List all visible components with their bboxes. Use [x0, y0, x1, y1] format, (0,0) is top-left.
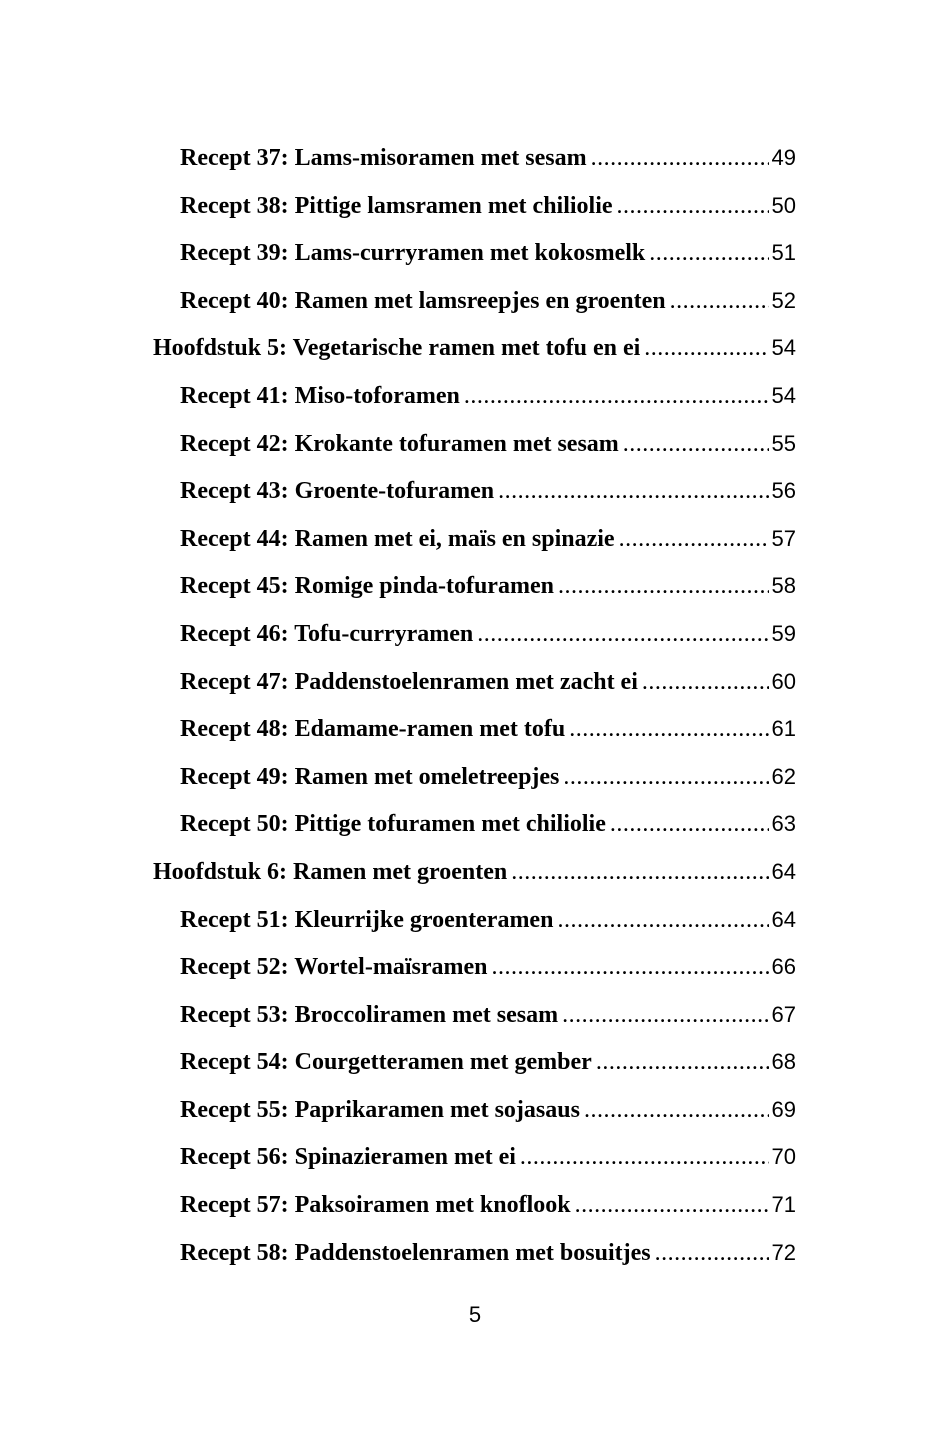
toc-entry-title: Recept 56: Spinazieramen met ei [180, 1144, 516, 1171]
toc-recipe-entry[interactable] [0, 383, 950, 431]
toc-entry-title: Hoofdstuk 6: Ramen met groenten [153, 858, 508, 885]
toc-entry-page: 64 [771, 858, 796, 884]
dot-leader [563, 764, 768, 791]
toc-entry-title: Hoofdstuk 5: Vegetarische ramen met tofu en ei [153, 335, 641, 362]
dot-leader [557, 907, 768, 934]
toc-chapter-entry[interactable] [0, 335, 950, 383]
toc-entry-page: 60 [771, 668, 796, 694]
toc-entry-page: 52 [771, 287, 796, 313]
toc-entry-title: Recept 47: Paddenstoelenramen met zacht ei [180, 668, 638, 695]
dot-leader [520, 1144, 769, 1171]
dot-leader [584, 1097, 769, 1124]
toc-entry-title: Recept 51: Kleurrijke groenteramen [180, 906, 554, 933]
dot-leader [464, 383, 769, 410]
toc-entry-title: Recept 54: Courgetteramen met gember [180, 1049, 592, 1076]
dot-leader [610, 811, 769, 838]
toc-recipe-entry[interactable] [0, 811, 950, 859]
toc-entry-page: 49 [771, 145, 796, 170]
toc-entry-title: Recept 43: Groente-tofuramen [180, 478, 495, 505]
dot-leader [670, 288, 769, 315]
toc-entry-page: 68 [771, 1049, 796, 1075]
dot-leader [562, 1002, 768, 1029]
toc-entry-page: 55 [771, 430, 796, 456]
toc-entry-page: 61 [771, 716, 796, 742]
toc-entry-page: 67 [771, 1001, 796, 1027]
dot-leader [575, 1192, 769, 1219]
toc-recipe-entry[interactable] [0, 1144, 950, 1192]
toc-entry-page: 69 [771, 1096, 796, 1122]
toc-entry-page: 58 [771, 573, 796, 599]
toc-recipe-entry[interactable] [0, 431, 950, 479]
toc-recipe-entry[interactable] [0, 1240, 950, 1288]
dot-leader [569, 716, 768, 743]
dot-leader [623, 431, 769, 458]
toc-entry-title: Recept 57: Paksoiramen met knoflook [180, 1192, 571, 1219]
dot-leader [511, 859, 768, 886]
toc-entry-page: 66 [771, 954, 796, 980]
toc-entry-page: 50 [771, 192, 796, 218]
toc-entry-page: 72 [771, 1239, 796, 1265]
toc-recipe-entry[interactable] [0, 669, 950, 717]
dot-leader [591, 145, 769, 172]
toc-entry-title: Recept 55: Paprikaramen met sojasaus [180, 1096, 580, 1123]
dot-leader [617, 193, 769, 220]
toc-entry-title: Recept 39: Lams-curryramen met kokosmelk [180, 240, 646, 267]
table-of-contents [0, 145, 950, 1287]
toc-recipe-entry[interactable] [0, 621, 950, 669]
toc-recipe-entry[interactable] [0, 193, 950, 241]
toc-entry-title: Recept 38: Pittige lamsramen met chiliolie [180, 192, 613, 219]
toc-entry-page: 71 [771, 1192, 796, 1218]
toc-entry-title: Recept 42: Krokante tofuramen met sesam [180, 430, 619, 457]
toc-entry-page: 59 [771, 620, 796, 646]
dot-leader [642, 669, 769, 696]
toc-entry-title: Recept 50: Pittige tofuramen met chiliolie [180, 811, 606, 838]
dot-leader [558, 573, 769, 600]
toc-entry-title: Recept 52: Wortel-maïsramen [180, 954, 488, 981]
toc-entry-page: 64 [771, 906, 796, 932]
toc-entry-page: 57 [771, 525, 796, 551]
toc-entry-page: 54 [771, 335, 796, 361]
dot-leader [477, 621, 768, 648]
toc-entry-page: 51 [771, 240, 796, 266]
toc-entry-page: 56 [771, 478, 796, 504]
dot-leader [491, 954, 768, 981]
toc-entry-page: 70 [771, 1144, 796, 1170]
toc-recipe-entry[interactable] [0, 954, 950, 1002]
toc-entry-title: Recept 49: Ramen met omeletreepjes [180, 763, 560, 790]
toc-entry-title: Recept 53: Broccoliramen met sesam [180, 1001, 559, 1028]
toc-entry-title: Recept 44: Ramen met ei, maïs en spinazie [180, 525, 615, 552]
toc-entry-title: Recept 41: Miso-toforamen [180, 382, 460, 409]
toc-entry-title: Recept 40: Ramen met lamsreepjes en groenten [180, 287, 666, 314]
toc-recipe-entry[interactable] [0, 764, 950, 812]
toc-entry-page: 62 [771, 763, 796, 789]
toc-entry-title: Recept 37: Lams-misoramen met sesam [180, 145, 587, 171]
toc-recipe-entry[interactable] [0, 1097, 950, 1145]
toc-recipe-entry[interactable] [0, 1002, 950, 1050]
toc-chapter-entry[interactable] [0, 859, 950, 907]
toc-recipe-entry[interactable] [0, 1192, 950, 1240]
toc-entry-title: Recept 45: Romige pinda-tofuramen [180, 573, 554, 600]
toc-recipe-entry[interactable] [0, 907, 950, 955]
toc-recipe-entry[interactable] [0, 526, 950, 574]
toc-recipe-entry[interactable] [0, 1049, 950, 1097]
toc-entry-page: 63 [771, 811, 796, 837]
toc-entry-title: Recept 46: Tofu-curryramen [180, 620, 474, 647]
dot-leader [655, 1240, 769, 1267]
toc-entry-page: 54 [771, 382, 796, 408]
toc-recipe-entry[interactable] [0, 716, 950, 764]
dot-leader [619, 526, 769, 553]
page-number: 5 [468, 1302, 482, 1327]
toc-recipe-entry[interactable] [0, 240, 950, 288]
toc-recipe-entry[interactable] [0, 288, 950, 336]
toc-entry-title: Recept 58: Paddenstoelenramen met bosuitjes [180, 1239, 651, 1266]
dot-leader [596, 1049, 769, 1076]
dot-leader [649, 240, 768, 267]
toc-entry-title: Recept 48: Edamame-ramen met tofu [180, 716, 566, 743]
dot-leader [644, 335, 768, 362]
toc-recipe-entry[interactable] [0, 573, 950, 621]
dot-leader [498, 478, 768, 505]
toc-recipe-entry[interactable] [0, 145, 950, 193]
toc-recipe-entry[interactable] [0, 478, 950, 526]
